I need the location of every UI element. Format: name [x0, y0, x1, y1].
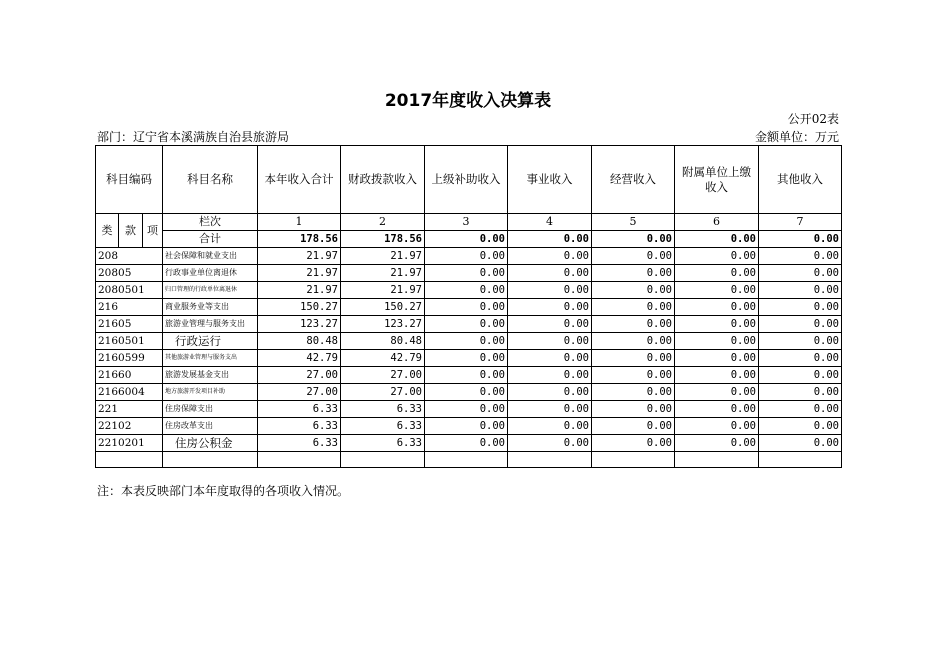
amount-cell: 150.27 [341, 299, 425, 316]
amount-cell: 0.00 [508, 265, 592, 282]
amount-cell: 0.00 [759, 316, 842, 333]
amount-cell: 0.00 [592, 435, 675, 452]
amount-cell: 27.00 [341, 384, 425, 401]
footnote: 注：本表反映部门本年度取得的各项收入情况。 [97, 484, 350, 498]
amount-cell: 0.00 [425, 248, 508, 265]
amount-cell: 0.00 [592, 265, 675, 282]
amount-cell: 0.00 [675, 418, 759, 435]
department-label: 部门：辽宁省本溪满族自治县旅游局 [97, 130, 290, 144]
amount-cell: 0.00 [425, 384, 508, 401]
amount-cell: 0.00 [425, 435, 508, 452]
subject-name: 住房公积金 [163, 435, 258, 452]
header-superior: 上级补助收入 [425, 146, 508, 214]
amount-cell: 6.33 [341, 401, 425, 418]
empty-cell [163, 452, 258, 468]
amount-cell: 6.33 [258, 418, 341, 435]
table-row [96, 350, 842, 367]
amount-cell: 0.00 [675, 384, 759, 401]
subject-code: 2160599 [96, 350, 163, 367]
amount-cell: 0.00 [759, 384, 842, 401]
subject-name: 归口管理的行政单位离退休 [163, 282, 258, 299]
amount-cell: 0.00 [592, 350, 675, 367]
subject-code: 2166004 [96, 384, 163, 401]
total-value: 0.00 [759, 231, 842, 248]
subject-name: 旅游业管理与服务支出 [163, 316, 258, 333]
header-lanci: 栏次 [163, 214, 258, 231]
column-number-row [96, 214, 842, 231]
header-lei: 类 [96, 214, 119, 248]
amount-cell: 0.00 [759, 367, 842, 384]
subject-code: 221 [96, 401, 163, 418]
table-row [96, 282, 842, 299]
empty-cell [341, 452, 425, 468]
amount-cell: 0.00 [675, 248, 759, 265]
amount-cell: 27.00 [258, 384, 341, 401]
column-number: 4 [508, 214, 592, 231]
amount-cell: 0.00 [675, 367, 759, 384]
subject-name: 行政运行 [163, 333, 258, 350]
amount-cell: 27.00 [341, 367, 425, 384]
amount-cell: 0.00 [508, 418, 592, 435]
subject-code: 216 [96, 299, 163, 316]
amount-cell: 21.97 [258, 265, 341, 282]
subject-code: 2160501 [96, 333, 163, 350]
subject-code: 22102 [96, 418, 163, 435]
table-row [96, 401, 842, 418]
header-row [96, 146, 842, 214]
amount-cell: 21.97 [341, 282, 425, 299]
column-number: 5 [592, 214, 675, 231]
amount-unit-label: 金额单位：万元 [754, 130, 839, 144]
amount-cell: 0.00 [759, 350, 842, 367]
amount-cell: 0.00 [425, 316, 508, 333]
amount-cell: 6.33 [258, 435, 341, 452]
amount-cell: 0.00 [592, 316, 675, 333]
amount-cell: 0.00 [425, 401, 508, 418]
amount-cell: 0.00 [759, 265, 842, 282]
amount-cell: 0.00 [759, 435, 842, 452]
amount-cell: 0.00 [759, 282, 842, 299]
amount-cell: 0.00 [508, 248, 592, 265]
column-number: 2 [341, 214, 425, 231]
amount-cell: 0.00 [508, 299, 592, 316]
header-other: 其他收入 [759, 146, 842, 214]
amount-cell: 6.33 [341, 418, 425, 435]
table-row [96, 248, 842, 265]
subject-name: 地方旅游开发项目补助 [163, 384, 258, 401]
empty-cell [508, 452, 592, 468]
amount-cell: 80.48 [341, 333, 425, 350]
amount-cell: 0.00 [592, 333, 675, 350]
subject-code: 208 [96, 248, 163, 265]
amount-cell: 0.00 [425, 282, 508, 299]
header-kuan: 款 [119, 214, 143, 248]
header-total: 本年收入合计 [258, 146, 341, 214]
form-number: 公开02表 [787, 112, 839, 126]
total-value: 0.00 [425, 231, 508, 248]
table-row [96, 299, 842, 316]
amount-cell: 0.00 [759, 299, 842, 316]
amount-cell: 0.00 [425, 350, 508, 367]
amount-cell: 0.00 [592, 418, 675, 435]
subject-name: 旅游发展基金支出 [163, 367, 258, 384]
amount-cell: 0.00 [759, 418, 842, 435]
table-row [96, 367, 842, 384]
amount-cell: 123.27 [341, 316, 425, 333]
amount-cell: 0.00 [508, 282, 592, 299]
amount-cell: 21.97 [341, 248, 425, 265]
amount-cell: 0.00 [508, 316, 592, 333]
amount-cell: 0.00 [508, 367, 592, 384]
amount-cell: 80.48 [258, 333, 341, 350]
amount-cell: 0.00 [675, 401, 759, 418]
table-row [96, 384, 842, 401]
amount-cell: 0.00 [592, 367, 675, 384]
amount-cell: 0.00 [675, 282, 759, 299]
amount-cell: 0.00 [425, 418, 508, 435]
subject-code: 21605 [96, 316, 163, 333]
amount-cell: 0.00 [425, 299, 508, 316]
table-row [96, 316, 842, 333]
subject-name: 住房改革支出 [163, 418, 258, 435]
amount-cell: 0.00 [592, 401, 675, 418]
amount-cell: 6.33 [341, 435, 425, 452]
amount-cell: 0.00 [508, 333, 592, 350]
amount-cell: 150.27 [258, 299, 341, 316]
total-value: 0.00 [592, 231, 675, 248]
amount-cell: 21.97 [258, 248, 341, 265]
subject-name: 社会保障和就业支出 [163, 248, 258, 265]
header-business: 事业收入 [508, 146, 592, 214]
amount-cell: 6.33 [258, 401, 341, 418]
subject-code: 2210201 [96, 435, 163, 452]
header-fiscal: 财政拨款收入 [341, 146, 425, 214]
amount-cell: 0.00 [508, 401, 592, 418]
subject-name: 其他旅游业管理与服务支出 [163, 350, 258, 367]
amount-cell: 0.00 [759, 248, 842, 265]
amount-cell: 0.00 [592, 282, 675, 299]
column-number: 1 [258, 214, 341, 231]
amount-cell: 0.00 [675, 299, 759, 316]
header-name: 科目名称 [163, 146, 258, 214]
amount-cell: 42.79 [258, 350, 341, 367]
total-value: 178.56 [341, 231, 425, 248]
amount-cell: 123.27 [258, 316, 341, 333]
amount-cell: 0.00 [425, 367, 508, 384]
amount-cell: 42.79 [341, 350, 425, 367]
header-operating: 经营收入 [592, 146, 675, 214]
amount-cell: 0.00 [759, 333, 842, 350]
amount-cell: 0.00 [759, 401, 842, 418]
subject-name: 商业服务业等支出 [163, 299, 258, 316]
subject-name: 住房保障支出 [163, 401, 258, 418]
amount-cell: 0.00 [508, 350, 592, 367]
amount-cell: 0.00 [425, 333, 508, 350]
total-value: 0.00 [675, 231, 759, 248]
subject-name: 行政事业单位离退休 [163, 265, 258, 282]
total-label: 合计 [163, 231, 258, 248]
header-code: 科目编码 [96, 146, 163, 214]
header-affiliated: 附属单位上缴收入 [675, 146, 759, 214]
income-table [95, 145, 842, 468]
amount-cell: 0.00 [675, 435, 759, 452]
total-row [96, 231, 842, 248]
amount-cell: 0.00 [592, 299, 675, 316]
amount-cell: 0.00 [675, 333, 759, 350]
amount-cell: 0.00 [592, 384, 675, 401]
amount-cell: 21.97 [341, 265, 425, 282]
amount-cell: 21.97 [258, 282, 341, 299]
amount-cell: 0.00 [425, 265, 508, 282]
amount-cell: 0.00 [508, 435, 592, 452]
total-value: 178.56 [258, 231, 341, 248]
empty-cell [425, 452, 508, 468]
amount-cell: 0.00 [508, 384, 592, 401]
total-value: 0.00 [508, 231, 592, 248]
report-title: 2017年度收入决算表 [384, 91, 552, 111]
empty-cell [759, 452, 842, 468]
empty-cell [96, 452, 163, 468]
subject-code: 20805 [96, 265, 163, 282]
empty-cell [592, 452, 675, 468]
amount-cell: 0.00 [592, 248, 675, 265]
column-number: 3 [425, 214, 508, 231]
amount-cell: 0.00 [675, 350, 759, 367]
table-row [96, 265, 842, 282]
column-number: 6 [675, 214, 759, 231]
column-number: 7 [759, 214, 842, 231]
table-row [96, 333, 842, 350]
empty-row [96, 452, 842, 468]
amount-cell: 27.00 [258, 367, 341, 384]
table-row [96, 418, 842, 435]
empty-cell [675, 452, 759, 468]
table-row [96, 435, 842, 452]
amount-cell: 0.00 [675, 265, 759, 282]
empty-cell [258, 452, 341, 468]
subject-code: 21660 [96, 367, 163, 384]
amount-cell: 0.00 [675, 316, 759, 333]
header-xiang: 项 [143, 214, 163, 248]
subject-code: 2080501 [96, 282, 163, 299]
